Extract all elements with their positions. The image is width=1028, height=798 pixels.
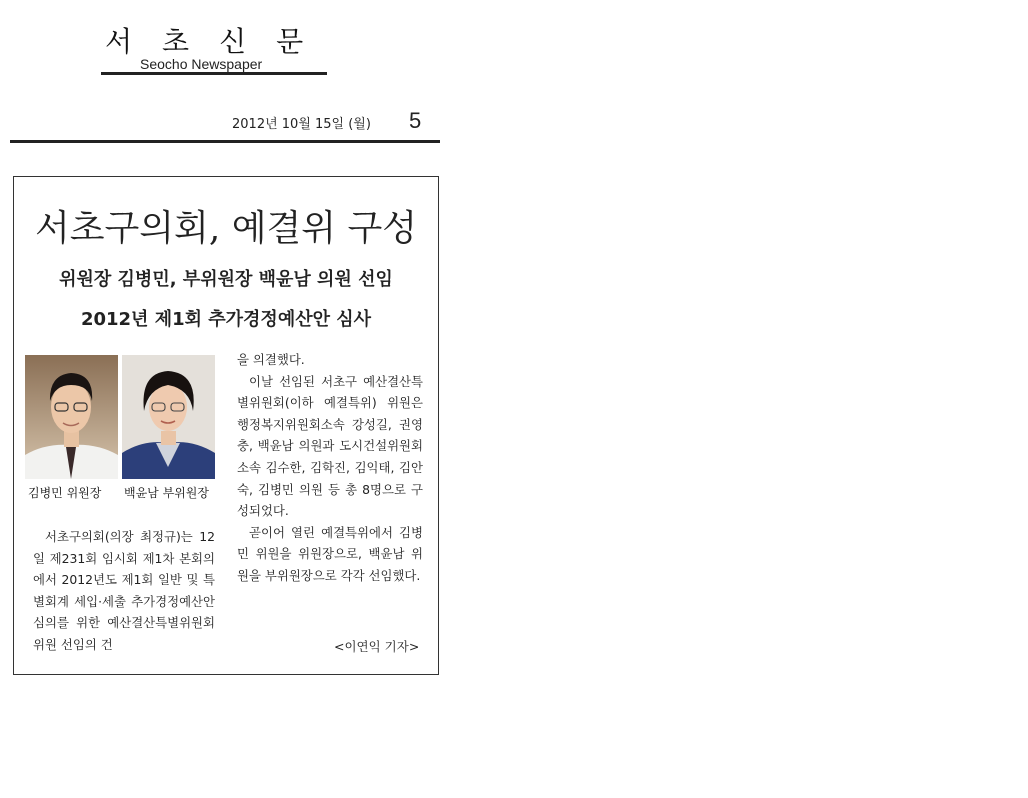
photo-caption-chairman: 김병민 위원장 xyxy=(28,486,102,500)
header-rule xyxy=(10,140,440,143)
article-body-right-column xyxy=(237,349,423,587)
masthead-rule xyxy=(101,72,327,75)
masthead-subtitle: Seocho Newspaper xyxy=(140,56,263,72)
article-subheadline-2: 2012년 제1회 추가경정예산안 심사 xyxy=(80,309,372,330)
article-body-left-column xyxy=(33,526,215,656)
portrait-photo-vice-chairman xyxy=(122,355,215,479)
masthead-title: 서초신문 xyxy=(105,25,334,58)
article-paragraph-3: 곧이어 열린 예결특위에서 김병민 위원을 위원장으로, 백윤남 위원을 부위원장으로 각각 선임했다. xyxy=(237,524,423,583)
article-byline: <이연익 기자> xyxy=(334,639,420,654)
portrait-photo-chairman xyxy=(25,355,118,479)
article-paragraph-1-continued: 을 의결했다. xyxy=(237,352,305,367)
photo-caption-vice-chairman: 백윤남 부위원장 xyxy=(124,486,209,500)
article-headline: 서초구의회, 예결위 구성 xyxy=(34,208,418,249)
article-paragraph-2: 이날 선임된 서초구 예산결산특별위원회(이하 예결특위) 위원은 행정복지위원회소속 강성길, 권영충, 백윤남 의원과 도시건설위원회 소속 김수한, 김학진, 김익태, 김안숙, 김병민 의원 등 총 8명으로 구성되었다. xyxy=(237,373,423,519)
masthead xyxy=(101,18,334,76)
issue-date: 2012년 10월 15일 (월) xyxy=(232,117,371,132)
article-paragraph-1: 서초구의회(의장 최정규)는 12일 제231회 임시회 제1차 본회의에서 2012년도 제1회 일반 및 특별회계 세입·세출 추가경정예산안 심의를 위한 예산결산특별위원회위원 선임의 건 xyxy=(33,529,215,652)
article-clipping xyxy=(13,176,439,675)
page-number: 5 xyxy=(409,108,422,133)
article-subheadline-1: 위원장 김병민, 부위원장 백윤남 의원 선임 xyxy=(59,269,393,290)
